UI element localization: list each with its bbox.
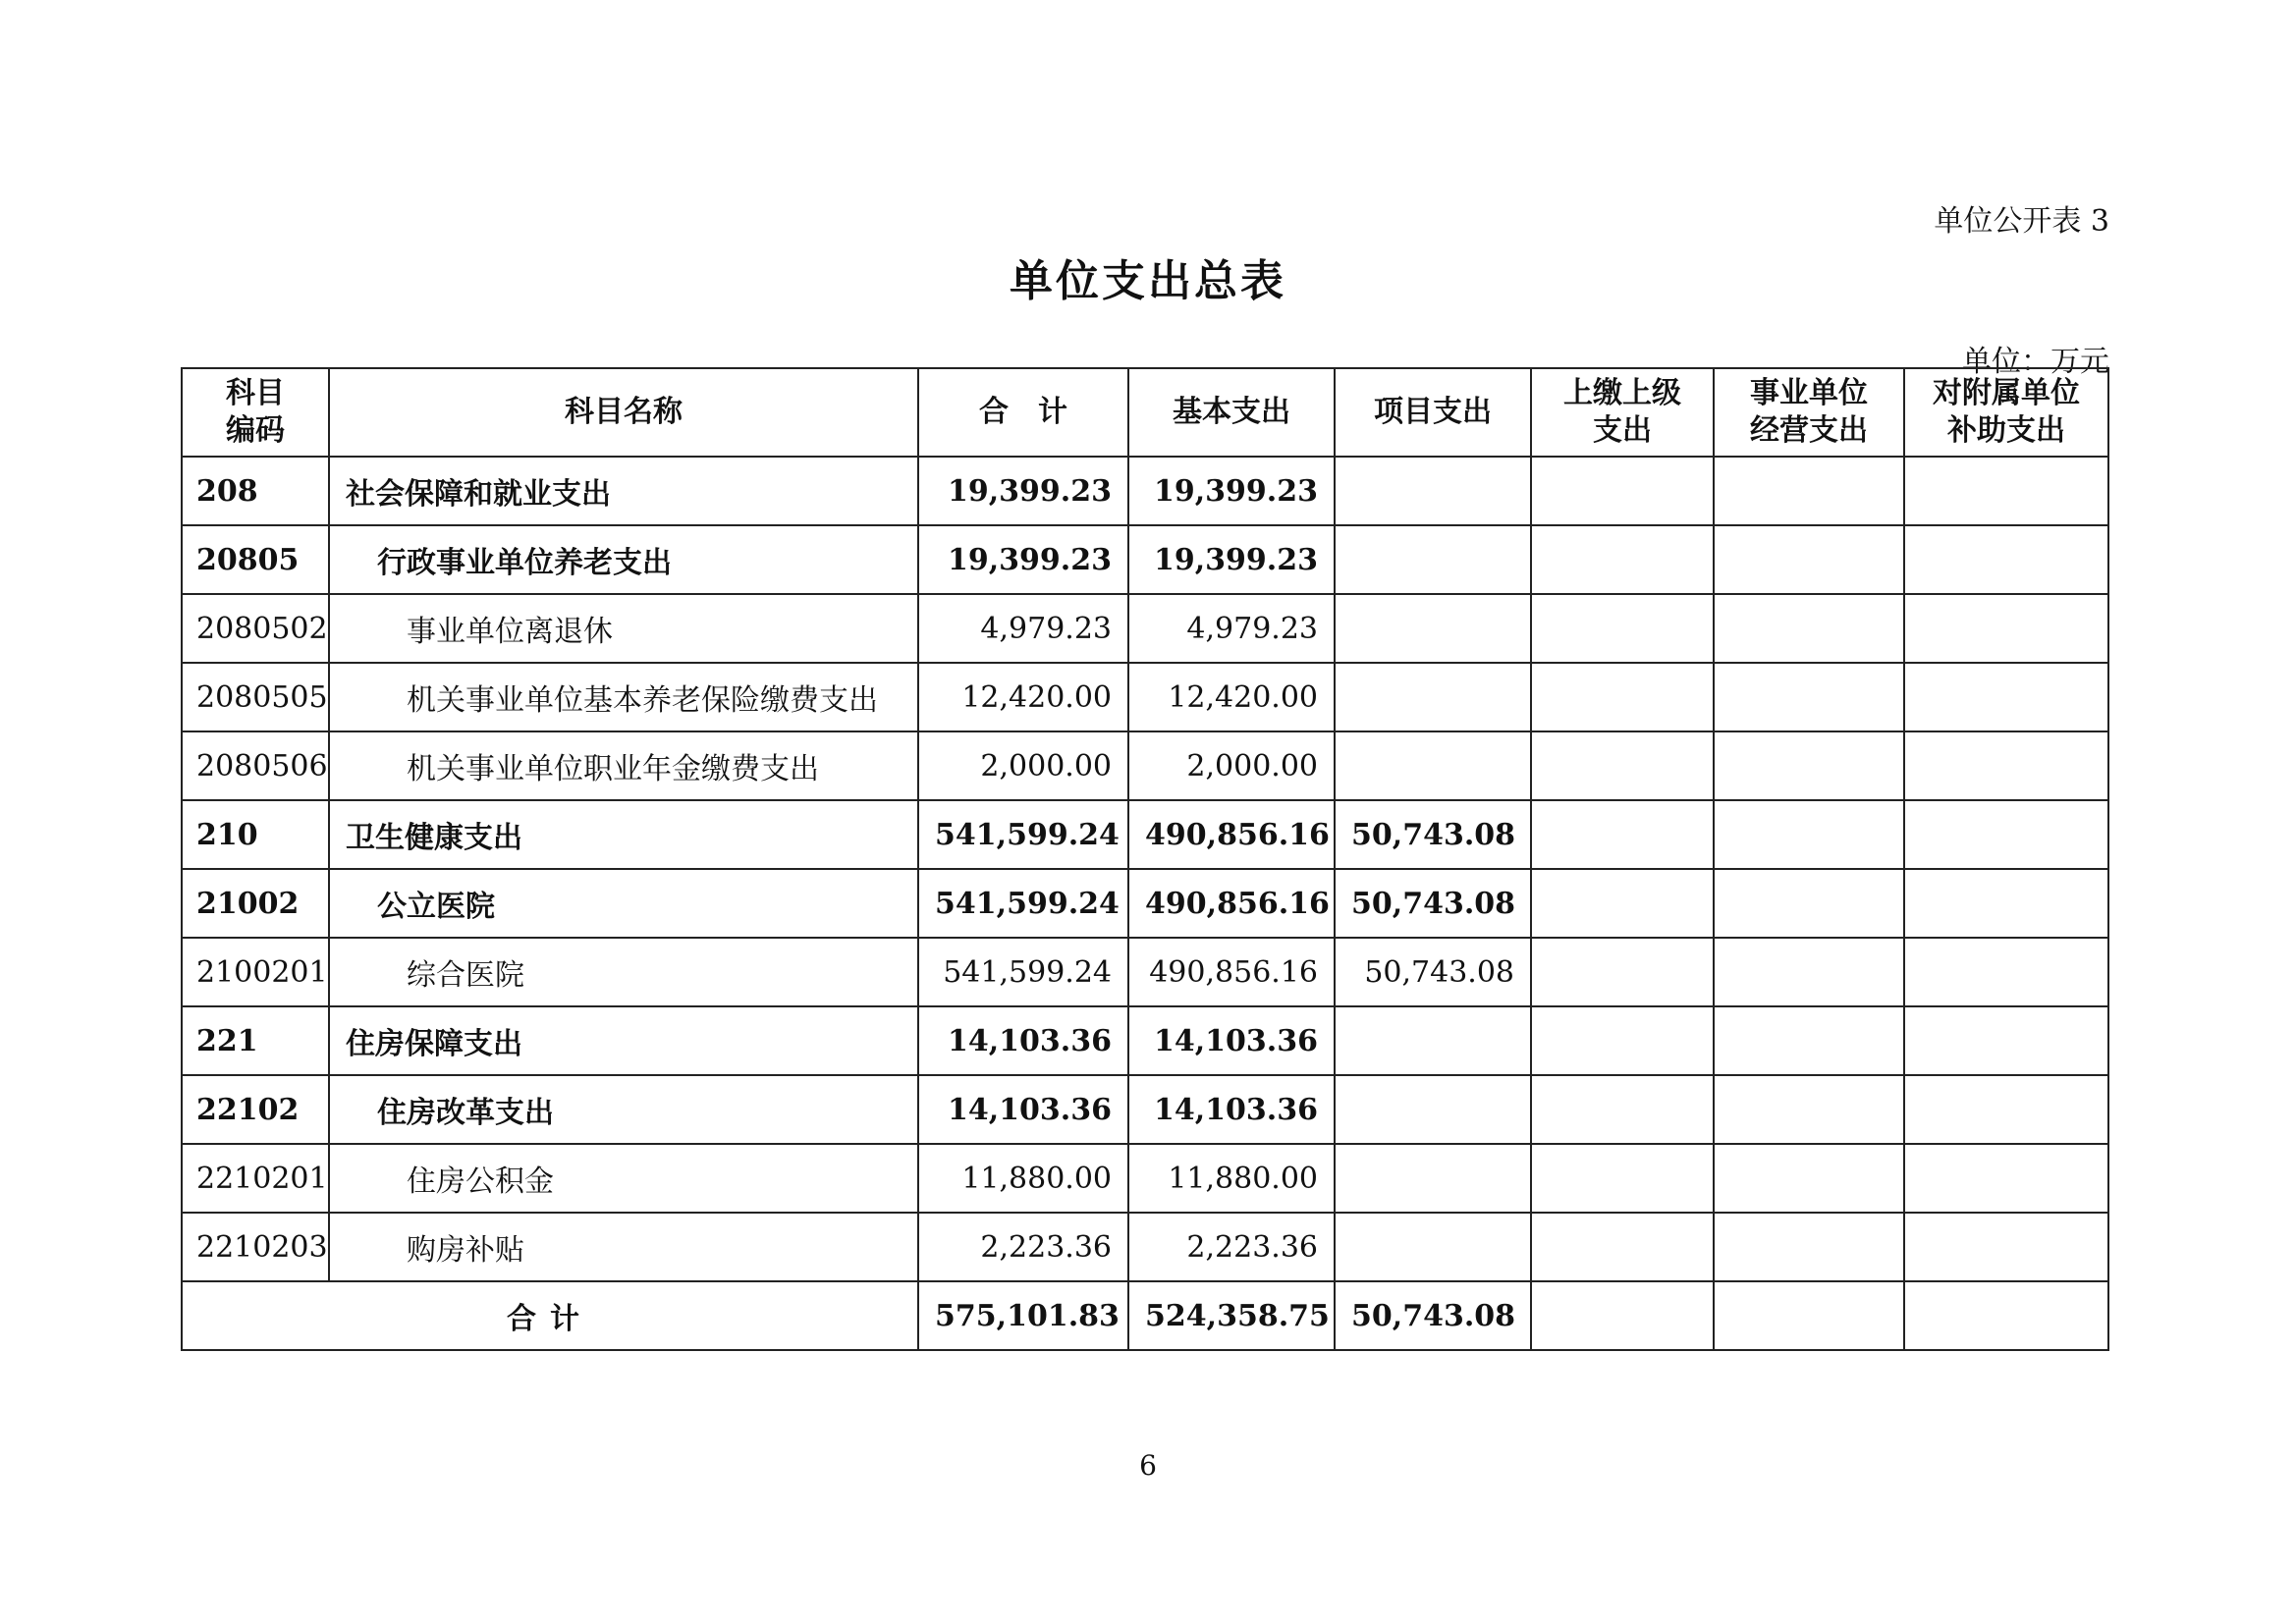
table-row: [182, 938, 2108, 1006]
row-upper: [1531, 731, 1714, 800]
totals-row: [182, 1281, 2108, 1350]
row-subsidy: [1904, 731, 2108, 800]
table-header-row: [182, 368, 2108, 457]
row-upper: [1531, 1075, 1714, 1144]
totals-project: 50,743.08: [1335, 1281, 1531, 1350]
row-total: 541,599.24: [918, 938, 1128, 1006]
row-name: 住房保障支出: [329, 1006, 918, 1075]
row-business: [1714, 869, 1904, 938]
row-business: [1714, 663, 1904, 731]
row-subsidy: [1904, 1213, 2108, 1281]
row-upper: [1531, 594, 1714, 663]
row-subsidy: [1904, 663, 2108, 731]
row-business: [1714, 938, 1904, 1006]
row-name: 综合医院: [329, 938, 918, 1006]
row-basic: 2,223.36: [1128, 1213, 1335, 1281]
header-project: 项目支出: [1335, 368, 1531, 457]
table-row: [182, 731, 2108, 800]
row-business: [1714, 457, 1904, 525]
row-name: 机关事业单位基本养老保险缴费支出: [329, 663, 918, 731]
totals-upper: [1531, 1281, 1714, 1350]
table-row: [182, 1075, 2108, 1144]
row-code: 2080506: [182, 731, 329, 800]
row-subsidy: [1904, 869, 2108, 938]
row-basic: 490,856.16: [1128, 938, 1335, 1006]
row-name: 机关事业单位职业年金缴费支出: [329, 731, 918, 800]
table-row: [182, 800, 2108, 869]
row-subsidy: [1904, 800, 2108, 869]
row-basic: 14,103.36: [1128, 1075, 1335, 1144]
row-upper: [1531, 869, 1714, 938]
row-project: [1335, 525, 1531, 594]
row-subsidy: [1904, 594, 2108, 663]
table-row: [182, 663, 2108, 731]
table-row: [182, 525, 2108, 594]
table-row: [182, 1006, 2108, 1075]
header-basic: 基本支出: [1128, 368, 1335, 457]
totals-total: 575,101.83: [918, 1281, 1128, 1350]
row-business: [1714, 731, 1904, 800]
row-upper: [1531, 938, 1714, 1006]
row-total: 541,599.24: [918, 869, 1128, 938]
table-row: [182, 1213, 2108, 1281]
row-subsidy: [1904, 938, 2108, 1006]
row-upper: [1531, 663, 1714, 731]
row-name: 住房公积金: [329, 1144, 918, 1213]
row-project: [1335, 1075, 1531, 1144]
row-business: [1714, 594, 1904, 663]
row-code: 221: [182, 1006, 329, 1075]
totals-basic: 524,358.75: [1128, 1281, 1335, 1350]
row-code: 208: [182, 457, 329, 525]
row-name: 卫生健康支出: [329, 800, 918, 869]
totals-label: 合计: [182, 1281, 918, 1350]
row-business: [1714, 800, 1904, 869]
row-total: 541,599.24: [918, 800, 1128, 869]
row-total: 11,880.00: [918, 1144, 1128, 1213]
row-project: 50,743.08: [1335, 869, 1531, 938]
row-code: 2210201: [182, 1144, 329, 1213]
row-code: 22102: [182, 1075, 329, 1144]
totals-business: [1714, 1281, 1904, 1350]
unit-note: 单位：万元: [1962, 345, 2109, 379]
row-subsidy: [1904, 457, 2108, 525]
row-business: [1714, 1213, 1904, 1281]
row-upper: [1531, 800, 1714, 869]
row-upper: [1531, 525, 1714, 594]
row-upper: [1531, 457, 1714, 525]
row-project: [1335, 1144, 1531, 1213]
row-basic: 12,420.00: [1128, 663, 1335, 731]
row-total: 12,420.00: [918, 663, 1128, 731]
row-project: 50,743.08: [1335, 938, 1531, 1006]
table-row: [182, 594, 2108, 663]
row-business: [1714, 1075, 1904, 1144]
header-subsidy: 对附属单位 补助支出: [1904, 368, 2108, 457]
row-business: [1714, 1144, 1904, 1213]
row-basic: 2,000.00: [1128, 731, 1335, 800]
row-basic: 4,979.23: [1128, 594, 1335, 663]
row-project: [1335, 457, 1531, 525]
row-upper: [1531, 1144, 1714, 1213]
row-subsidy: [1904, 1144, 2108, 1213]
row-code: 210: [182, 800, 329, 869]
row-subsidy: [1904, 1075, 2108, 1144]
row-name: 住房改革支出: [329, 1075, 918, 1144]
page-number: 6: [1139, 1449, 1157, 1482]
header-total: 合 计: [918, 368, 1128, 457]
row-total: 4,979.23: [918, 594, 1128, 663]
row-project: [1335, 1006, 1531, 1075]
row-name: 购房补贴: [329, 1213, 918, 1281]
row-project: [1335, 731, 1531, 800]
header-upper: 上缴上级 支出: [1531, 368, 1714, 457]
page-title: 单位支出总表: [1010, 256, 1286, 306]
row-basic: 19,399.23: [1128, 457, 1335, 525]
row-code: 21002: [182, 869, 329, 938]
row-total: 19,399.23: [918, 525, 1128, 594]
row-upper: [1531, 1213, 1714, 1281]
header-name: 科目名称: [329, 368, 918, 457]
totals-subsidy: [1904, 1281, 2108, 1350]
table-row: [182, 1144, 2108, 1213]
row-business: [1714, 1006, 1904, 1075]
row-name: 社会保障和就业支出: [329, 457, 918, 525]
row-code: 2080502: [182, 594, 329, 663]
row-basic: 11,880.00: [1128, 1144, 1335, 1213]
row-upper: [1531, 1006, 1714, 1075]
row-subsidy: [1904, 525, 2108, 594]
row-project: [1335, 1213, 1531, 1281]
row-name: 事业单位离退休: [329, 594, 918, 663]
row-project: 50,743.08: [1335, 800, 1531, 869]
row-project: [1335, 594, 1531, 663]
expenditure-table: [181, 367, 2109, 1351]
row-code: 2100201: [182, 938, 329, 1006]
row-business: [1714, 525, 1904, 594]
row-name: 公立医院: [329, 869, 918, 938]
row-basic: 490,856.16: [1128, 869, 1335, 938]
row-code: 2210203: [182, 1213, 329, 1281]
header-business: 事业单位 经营支出: [1714, 368, 1904, 457]
row-total: 2,000.00: [918, 731, 1128, 800]
row-subsidy: [1904, 1006, 2108, 1075]
row-name: 行政事业单位养老支出: [329, 525, 918, 594]
table-row: [182, 457, 2108, 525]
row-basic: 490,856.16: [1128, 800, 1335, 869]
row-basic: 19,399.23: [1128, 525, 1335, 594]
row-code: 2080505: [182, 663, 329, 731]
row-total: 14,103.36: [918, 1006, 1128, 1075]
row-total: 2,223.36: [918, 1213, 1128, 1281]
row-project: [1335, 663, 1531, 731]
row-total: 14,103.36: [918, 1075, 1128, 1144]
form-id: 单位公开表 3: [1934, 204, 2109, 239]
row-basic: 14,103.36: [1128, 1006, 1335, 1075]
row-code: 20805: [182, 525, 329, 594]
header-code: 科目 编码: [182, 368, 329, 457]
table-row: [182, 869, 2108, 938]
row-total: 19,399.23: [918, 457, 1128, 525]
